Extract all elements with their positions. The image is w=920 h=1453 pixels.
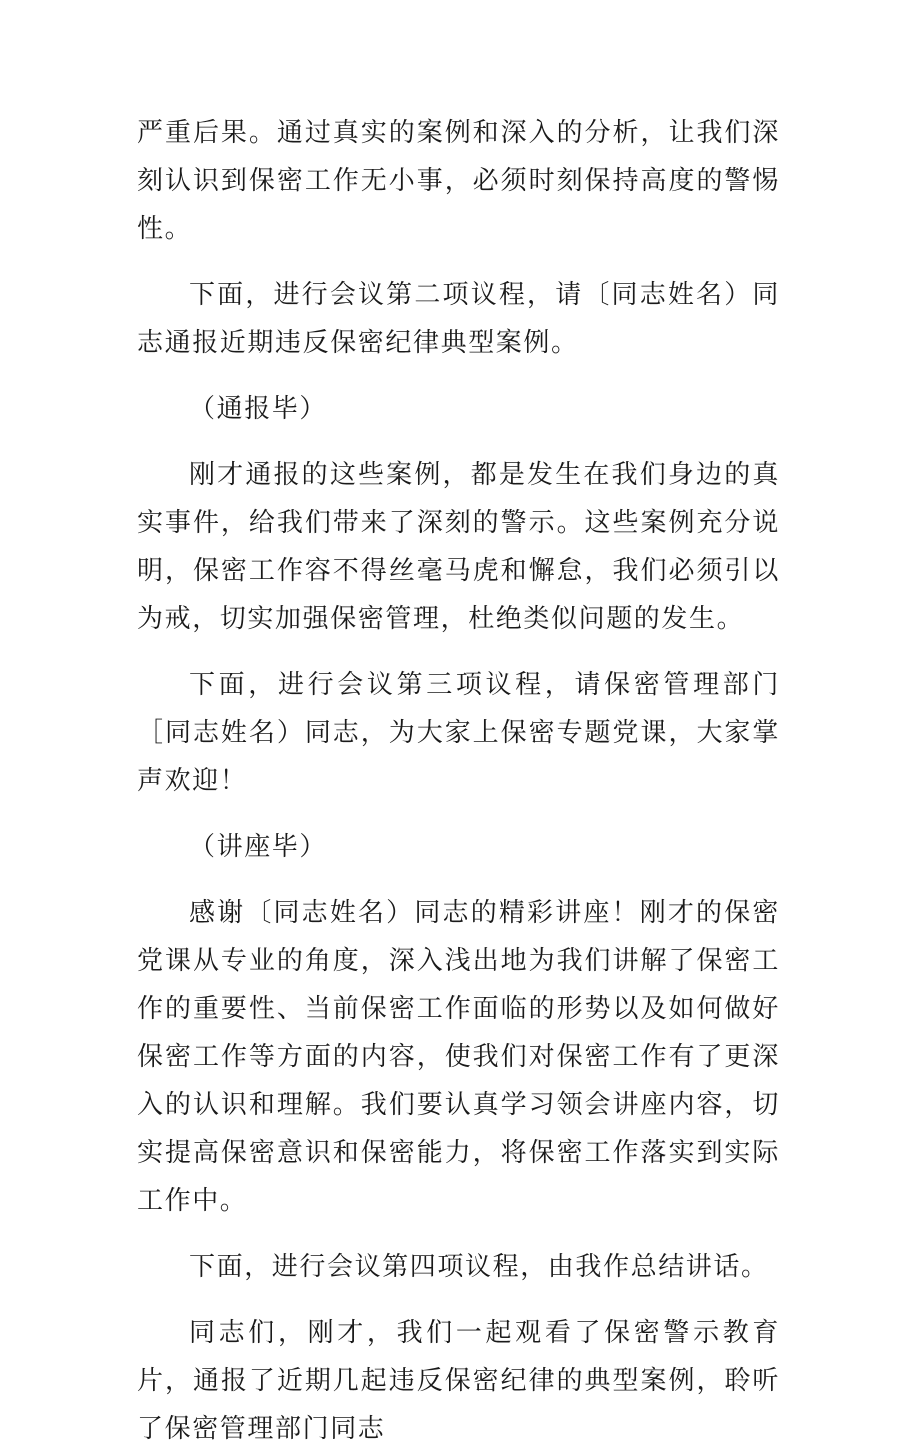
paragraph-continued: 严重后果。通过真实的案例和深入的分析，让我们深刻认识到保密工作无小事，必须时刻保持高度的警惕性。 bbox=[137, 118, 780, 244]
paragraph-summary-start: 同志们，刚才，我们一起观看了保密警示教育片，通报了近期几起违反保密纪律的典型案例，聆听了保密管理部门同志 bbox=[137, 1318, 780, 1444]
paragraph-agenda-three: 下面，进行会议第三项议程，请保密管理部门［同志姓名）同志，为大家上保密专题党课，大家掌声欢迎！ bbox=[137, 670, 780, 796]
paragraph-case-reflection: 刚才通报的这些案例，都是发生在我们身边的真实事件，给我们带来了深刻的警示。这些案例充分说明，保密工作容不得丝毫马虎和懈怠，我们必须引以为戒，切实加强保密管理，杜绝类似问题的发生。 bbox=[137, 460, 780, 634]
paragraph-lecture-thanks: 感谢〔同志姓名）同志的精彩讲座！刚才的保密党课从专业的角度，深入浅出地为我们讲解了保密工作的重要性、当前保密工作面临的形势以及如何做好保密工作等方面的内容，使我们对保密工作有了更深入的认识和理解。我们要认真学习领会讲座内容，切实提高保密意识和保密能力，将保密工作落实到实际工作中。 bbox=[137, 898, 780, 1216]
note-report-finished: （通报毕） bbox=[189, 394, 328, 424]
paragraph-agenda-four: 下面，进行会议第四项议程，由我作总结讲话。 bbox=[189, 1252, 769, 1282]
note-lecture-finished: （讲座毕） bbox=[189, 832, 328, 862]
paragraph-agenda-two: 下面，进行会议第二项议程，请〔同志姓名）同志通报近期违反保密纪律典型案例。 bbox=[137, 280, 780, 358]
